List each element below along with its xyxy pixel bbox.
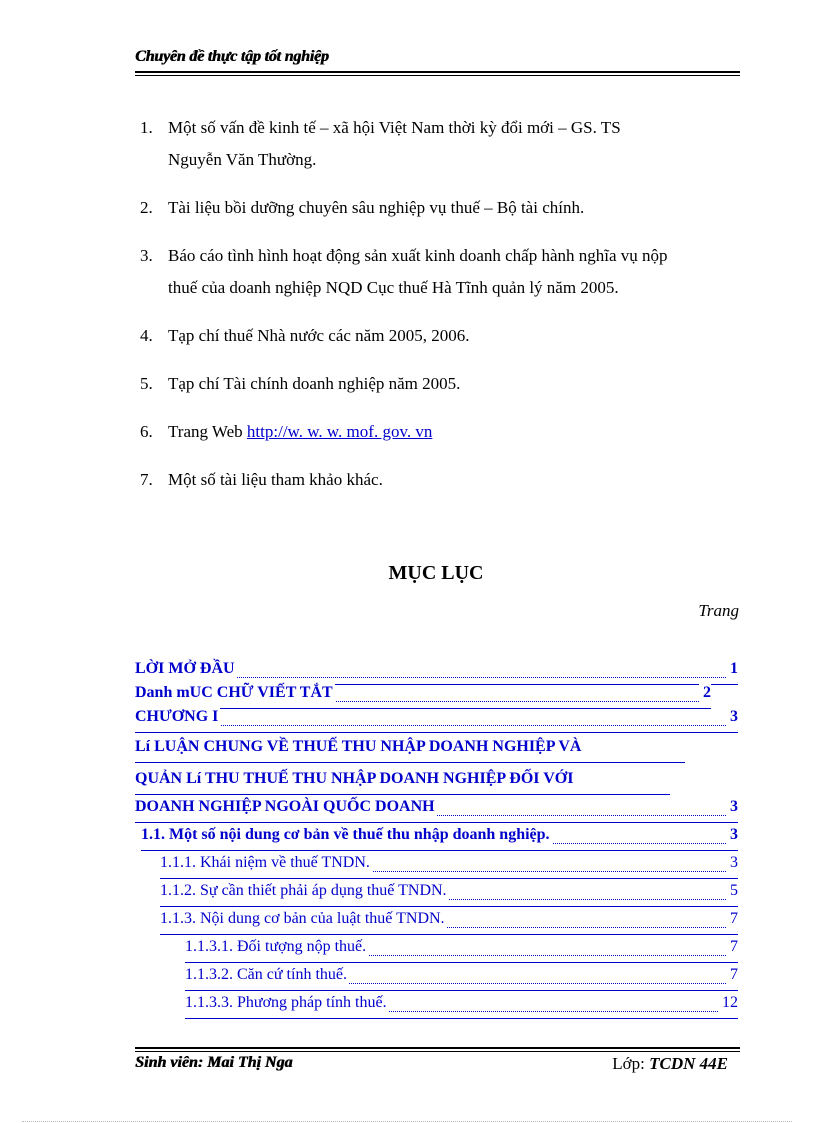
toc-entry-1-1-3[interactable] — [160, 908, 738, 935]
toc-entry-1-1-2[interactable] — [160, 880, 738, 907]
toc-entry-text: 1.1.3.3. Phương pháp tính thuế. — [185, 992, 389, 1016]
toc-entry-1-1-3-1[interactable] — [185, 936, 738, 963]
footer-student: Sinh viên: Mai Thị Nga — [135, 1054, 293, 1071]
reference-text-cont: thuế của doanh nghiệp NQD Cục thuế Hà Tĩnh quản lý năm 2005. — [168, 278, 619, 297]
reference-item — [140, 320, 750, 352]
reference-number: 7. — [140, 470, 153, 489]
footer-class-label: Lớp: — [612, 1054, 650, 1073]
reference-item — [140, 240, 750, 304]
header-rule-thin — [135, 75, 740, 76]
reference-text-cont: Nguyễn Văn Thường. — [168, 150, 317, 169]
toc-entry-text: Danh mUC CHỮ VIẾT TẮT — [135, 682, 335, 706]
header-rule — [135, 71, 740, 73]
toc-entry-1-1-3-3[interactable] — [185, 992, 738, 1019]
toc-entry-chapter-title-1[interactable] — [135, 736, 685, 763]
toc-entry-text: QUẢN Lí THU THUẾ THU NHẬP DOANH NGHIỆP ĐỐI VỚI — [135, 768, 575, 792]
toc-entry-text: 1.1.3. Nội dung cơ bản của luật thuế TNDN. — [160, 908, 447, 932]
toc-entry-page: 7 — [726, 936, 738, 960]
toc-entry-page: 2 — [699, 682, 711, 706]
footer-class — [612, 1054, 728, 1074]
reference-number: 5. — [140, 374, 153, 393]
footer-rule-thin — [135, 1051, 740, 1052]
toc-entry-1-1[interactable] — [141, 824, 738, 851]
reference-list — [140, 112, 750, 512]
toc-entry-chapter-title-2[interactable] — [135, 768, 670, 795]
toc-entry-page: 1 — [726, 658, 738, 682]
toc-entry-text: 1.1.3.1. Đối tượng nộp thuế. — [185, 936, 368, 960]
toc-entry-page: 12 — [718, 992, 738, 1016]
reference-text: Một số vấn đề kinh tế – xã hội Việt Nam thời kỳ đổi mới – GS. TS — [168, 118, 621, 137]
document-header: Chuyên đề thực tập tốt nghiệp — [135, 48, 329, 65]
reference-number: 3. — [140, 246, 153, 265]
toc-entry-text: DOANH NGHIỆP NGOÀI QUỐC DOANH — [135, 796, 437, 820]
toc-entry-text: CHƯƠNG I — [135, 706, 220, 730]
reference-item — [140, 368, 750, 400]
toc-entry-text: Lí LUẬN CHUNG VỀ THUẾ THU NHẬP DOANH NGHIỆP VÀ — [135, 736, 583, 760]
toc-entry-page: 3 — [726, 824, 738, 848]
toc-page-label: Trang — [698, 601, 739, 620]
reference-text: Trang Web — [168, 422, 247, 441]
toc-entry-page: 5 — [726, 880, 738, 904]
toc-title: MỤC LỤC — [388, 562, 484, 584]
reference-number: 2. — [140, 198, 153, 217]
toc-entry-1-1-1[interactable] — [160, 852, 738, 879]
footer-class-value: TCDN 44E — [649, 1054, 728, 1073]
toc-entry-text: 1.1.3.2. Căn cứ tính thuế. — [185, 964, 349, 988]
toc-entry-danh-muc[interactable] — [135, 682, 711, 709]
toc-entry-1-1-3-2[interactable] — [185, 964, 738, 991]
toc-entry-page: 3 — [726, 852, 738, 876]
reference-item — [140, 464, 750, 496]
toc-entry-page: 7 — [726, 964, 738, 988]
reference-text: Báo cáo tình hình hoạt động sản xuất kinh doanh chấp hành nghĩa vụ nộp — [168, 246, 668, 265]
toc-entry-text: LỜI MỞ ĐẦU — [135, 658, 237, 682]
footer-rule — [135, 1047, 740, 1049]
toc-entry-text: 1.1.1. Khái niệm về thuế TNDN. — [160, 852, 372, 876]
toc-entry-text: 1.1.2. Sự cần thiết phải áp dụng thuế TNDN. — [160, 880, 449, 904]
reference-number: 6. — [140, 422, 153, 441]
reference-item — [140, 416, 750, 448]
toc-entry-page: 3 — [726, 706, 738, 730]
reference-text: Tài liệu bồi dưỡng chuyên sâu nghiệp vụ thuế – Bộ tài chính. — [168, 198, 585, 217]
toc-entry-page: 7 — [726, 908, 738, 932]
reference-text: Tạp chí thuế Nhà nước các năm 2005, 2006. — [168, 326, 470, 345]
reference-text: Tạp chí Tài chính doanh nghiệp năm 2005. — [168, 374, 461, 393]
toc-entry-page: 3 — [726, 796, 738, 820]
toc-entry-text: 1.1. Một số nội dung cơ bản về thuế thu nhập doanh nghiệp. — [141, 824, 552, 848]
page-bottom-edge — [22, 1121, 792, 1122]
toc-entry-chapter-title-3[interactable] — [135, 796, 738, 823]
website-link[interactable]: http://w. w. w. mof. gov. vn — [246, 422, 433, 441]
toc-entry-loi-mo-dau[interactable] — [135, 658, 738, 685]
reference-number: 4. — [140, 326, 153, 345]
reference-item — [140, 112, 750, 176]
reference-item — [140, 192, 750, 224]
reference-number: 1. — [140, 118, 153, 137]
toc-entry-chuong-1[interactable] — [135, 706, 738, 733]
reference-text: Một số tài liệu tham khảo khác. — [168, 470, 383, 489]
